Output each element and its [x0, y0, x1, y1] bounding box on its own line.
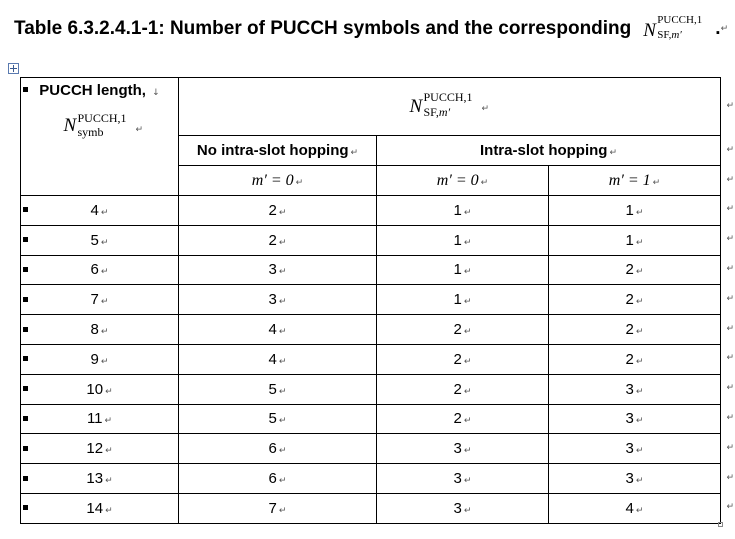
- no-hop-cell: 4 ↵: [179, 315, 377, 345]
- cell-value: 2: [625, 261, 634, 279]
- header-pucch-length: PUCCH length,: [39, 82, 146, 99]
- cell-value: 4: [268, 350, 277, 368]
- no-hop-cell: 2 ↵: [179, 196, 377, 226]
- header-m0-no-hop-cell: m′ = 0 ↵: [179, 166, 377, 196]
- cell-value: 2: [453, 380, 462, 398]
- table-row: [21, 255, 721, 285]
- no-hop-cell: 2 ↵: [179, 225, 377, 255]
- cell-value: 7: [268, 499, 277, 517]
- table-row: [21, 464, 721, 494]
- cell-value: 4: [625, 499, 634, 517]
- hop-m0-cell: 1 ↵: [377, 285, 549, 315]
- table-resize-handle[interactable]: [718, 522, 723, 527]
- row-marker-icon: [23, 297, 28, 302]
- cell-value: 1: [453, 261, 462, 279]
- hop-m0-cell: 3 ↵: [377, 493, 549, 523]
- hop-m0-cell: 2 ↵: [377, 404, 549, 434]
- table-row: [21, 493, 721, 523]
- cell-value: 3: [453, 470, 462, 488]
- row-marker-icon: [23, 476, 28, 481]
- length-cell: 9 ↵: [21, 344, 179, 374]
- length-cell: 6 ↵: [21, 255, 179, 285]
- table-body: [21, 196, 734, 524]
- cell-value: 3: [453, 499, 462, 517]
- cell-value: 1: [453, 201, 462, 219]
- cell-value: 5: [268, 410, 277, 428]
- hop-m1-cell: 1 ↵ ↵: [549, 225, 721, 255]
- row-marker-icon: [23, 356, 28, 361]
- length-cell: 7 ↵: [21, 285, 179, 315]
- length-cell: 13 ↵: [21, 464, 179, 494]
- title-symbol-sub: SF,m′: [657, 29, 682, 41]
- cell-value: 7: [90, 291, 99, 309]
- cell-value: 12: [86, 440, 104, 458]
- hop-m1-cell: 2 ↵ ↵: [549, 315, 721, 345]
- no-hop-cell: 5 ↵: [179, 374, 377, 404]
- row-marker-icon: [23, 505, 28, 510]
- cell-value: 3: [453, 440, 462, 458]
- row-marker-icon: [23, 446, 28, 451]
- header-m1-hop-cell: m′ = 1 ↵ ↵: [549, 166, 721, 196]
- cell-value: 3: [625, 440, 634, 458]
- cell-value: 2: [453, 321, 462, 339]
- length-cell: 10 ↵: [21, 374, 179, 404]
- hop-m1-cell: 2 ↵ ↵: [549, 255, 721, 285]
- hop-m0-cell: 1 ↵: [377, 225, 549, 255]
- hop-m1-cell: 2 ↵ ↵: [549, 344, 721, 374]
- cell-value: 8: [90, 321, 99, 339]
- cell-value: 3: [268, 261, 277, 279]
- cell-value: 2: [625, 350, 634, 368]
- cell-value: 6: [268, 440, 277, 458]
- row-marker-icon: [23, 87, 28, 92]
- row-marker-icon: [23, 386, 28, 391]
- header-hopping-cell: Intra-slot hopping ↵ ↵: [377, 136, 721, 166]
- cell-value: 3: [625, 470, 634, 488]
- header-hopping: Intra-slot hopping: [479, 142, 608, 159]
- no-hop-cell: 3 ↵: [179, 255, 377, 285]
- cell-value: 13: [86, 470, 104, 488]
- title-symbol-sup: PUCCH,1: [657, 14, 703, 26]
- hop-m1-cell: 1 ↵ ↵: [549, 196, 721, 226]
- hop-m1-cell: 3 ↵ ↵: [549, 464, 721, 494]
- hop-m1-cell: 2 ↵ ↵: [549, 285, 721, 315]
- header-nsf-cell: N PUCCH,1 SF,m′ ↵ ↵: [179, 78, 721, 136]
- no-hop-cell: 6 ↵: [179, 434, 377, 464]
- no-hop-cell: 7 ↵: [179, 493, 377, 523]
- header-pucch-length-cell: PUCCH length, ↓ N PUCCH,1 symb ↵: [21, 78, 179, 196]
- hop-m1-cell: 3 ↵ ↵: [549, 374, 721, 404]
- table-move-handle-icon[interactable]: [8, 63, 19, 74]
- length-cell: 12 ↵: [21, 434, 179, 464]
- cell-value: 2: [625, 291, 634, 309]
- cell-value: 1: [625, 201, 634, 219]
- cell-value: 5: [268, 380, 277, 398]
- row-marker-icon: [23, 327, 28, 332]
- cell-value: 5: [90, 231, 99, 249]
- table-row: [21, 315, 721, 345]
- table-row: [21, 404, 721, 434]
- header-nsymb-symbol: N PUCCH,1 symb ↵: [63, 111, 144, 139]
- no-hop-cell: 3 ↵: [179, 285, 377, 315]
- cell-value: 11: [86, 410, 103, 428]
- header-nsf-symbol: N PUCCH,1 SF,m′ ↵: [409, 89, 490, 119]
- row-marker-icon: [23, 237, 28, 242]
- table-row: [21, 196, 721, 226]
- hop-m0-cell: 2 ↵: [377, 315, 549, 345]
- hop-m0-cell: 3 ↵: [377, 464, 549, 494]
- cell-value: 2: [625, 321, 634, 339]
- no-hop-cell: 5 ↵: [179, 404, 377, 434]
- cell-value: 3: [268, 291, 277, 309]
- cell-value: 14: [86, 499, 104, 517]
- table-row: [21, 285, 721, 315]
- pucch-table: [20, 77, 734, 524]
- header-m0-hop-cell: m′ = 0 ↵: [377, 166, 549, 196]
- title-symbol: [643, 14, 713, 44]
- cell-value: 1: [453, 291, 462, 309]
- table-row: [21, 225, 721, 255]
- hop-m1-cell: 4 ↵ ↵: [549, 493, 721, 523]
- hop-m0-cell: 2 ↵: [377, 344, 549, 374]
- hop-m0-cell: 1 ↵: [377, 255, 549, 285]
- cell-value: 1: [625, 231, 634, 249]
- length-cell: 8 ↵: [21, 315, 179, 345]
- cell-value: 9: [90, 350, 99, 368]
- hop-m0-cell: 2 ↵: [377, 374, 549, 404]
- no-hop-cell: 4 ↵: [179, 344, 377, 374]
- row-marker-icon: [23, 207, 28, 212]
- cell-value: 2: [268, 231, 277, 249]
- table-row: [21, 344, 721, 374]
- header-m0-no-hop: m′ = 0: [251, 171, 294, 189]
- table-row: [21, 374, 721, 404]
- cell-value: 1: [453, 231, 462, 249]
- title-end: .: [715, 18, 721, 39]
- header-no-hopping: No intra-slot hopping: [196, 142, 349, 159]
- no-hop-cell: 6 ↵: [179, 464, 377, 494]
- cell-value: 2: [453, 350, 462, 368]
- header-m1-hop: m′ = 1: [608, 171, 651, 189]
- hop-m0-cell: 3 ↵: [377, 434, 549, 464]
- table-title-text: Table 6.3.2.4.1-1: Number of PUCCH symbols and the corresponding: [14, 18, 632, 39]
- cell-value: 4: [90, 201, 99, 219]
- table-row: [21, 434, 721, 464]
- table-title: [14, 14, 728, 44]
- cell-value: 3: [625, 380, 634, 398]
- cell-value: 3: [625, 410, 634, 428]
- hop-m1-cell: 3 ↵ ↵: [549, 434, 721, 464]
- header-no-hopping-cell: No intra-slot hopping ↵: [179, 136, 377, 166]
- hop-m0-cell: 1 ↵: [377, 196, 549, 226]
- cell-value: 2: [268, 201, 277, 219]
- length-cell: 5 ↵: [21, 225, 179, 255]
- cell-value: 6: [268, 470, 277, 488]
- length-cell: 11 ↵: [21, 404, 179, 434]
- header-row-1: [21, 78, 721, 136]
- row-marker-icon: [23, 416, 28, 421]
- hop-m1-cell: 3 ↵ ↵: [549, 404, 721, 434]
- paragraph-mark-icon: ↵: [720, 24, 729, 34]
- title-symbol-base: N: [643, 20, 656, 41]
- cell-value: 6: [90, 261, 99, 279]
- cell-value: 4: [268, 321, 277, 339]
- cell-value: 2: [453, 410, 462, 428]
- cell-value: 10: [86, 380, 104, 398]
- row-marker-icon: [23, 267, 28, 272]
- header-m0-hop: m′ = 0: [436, 171, 479, 189]
- length-cell: 14 ↵: [21, 493, 179, 523]
- length-cell: 4 ↵: [21, 196, 179, 226]
